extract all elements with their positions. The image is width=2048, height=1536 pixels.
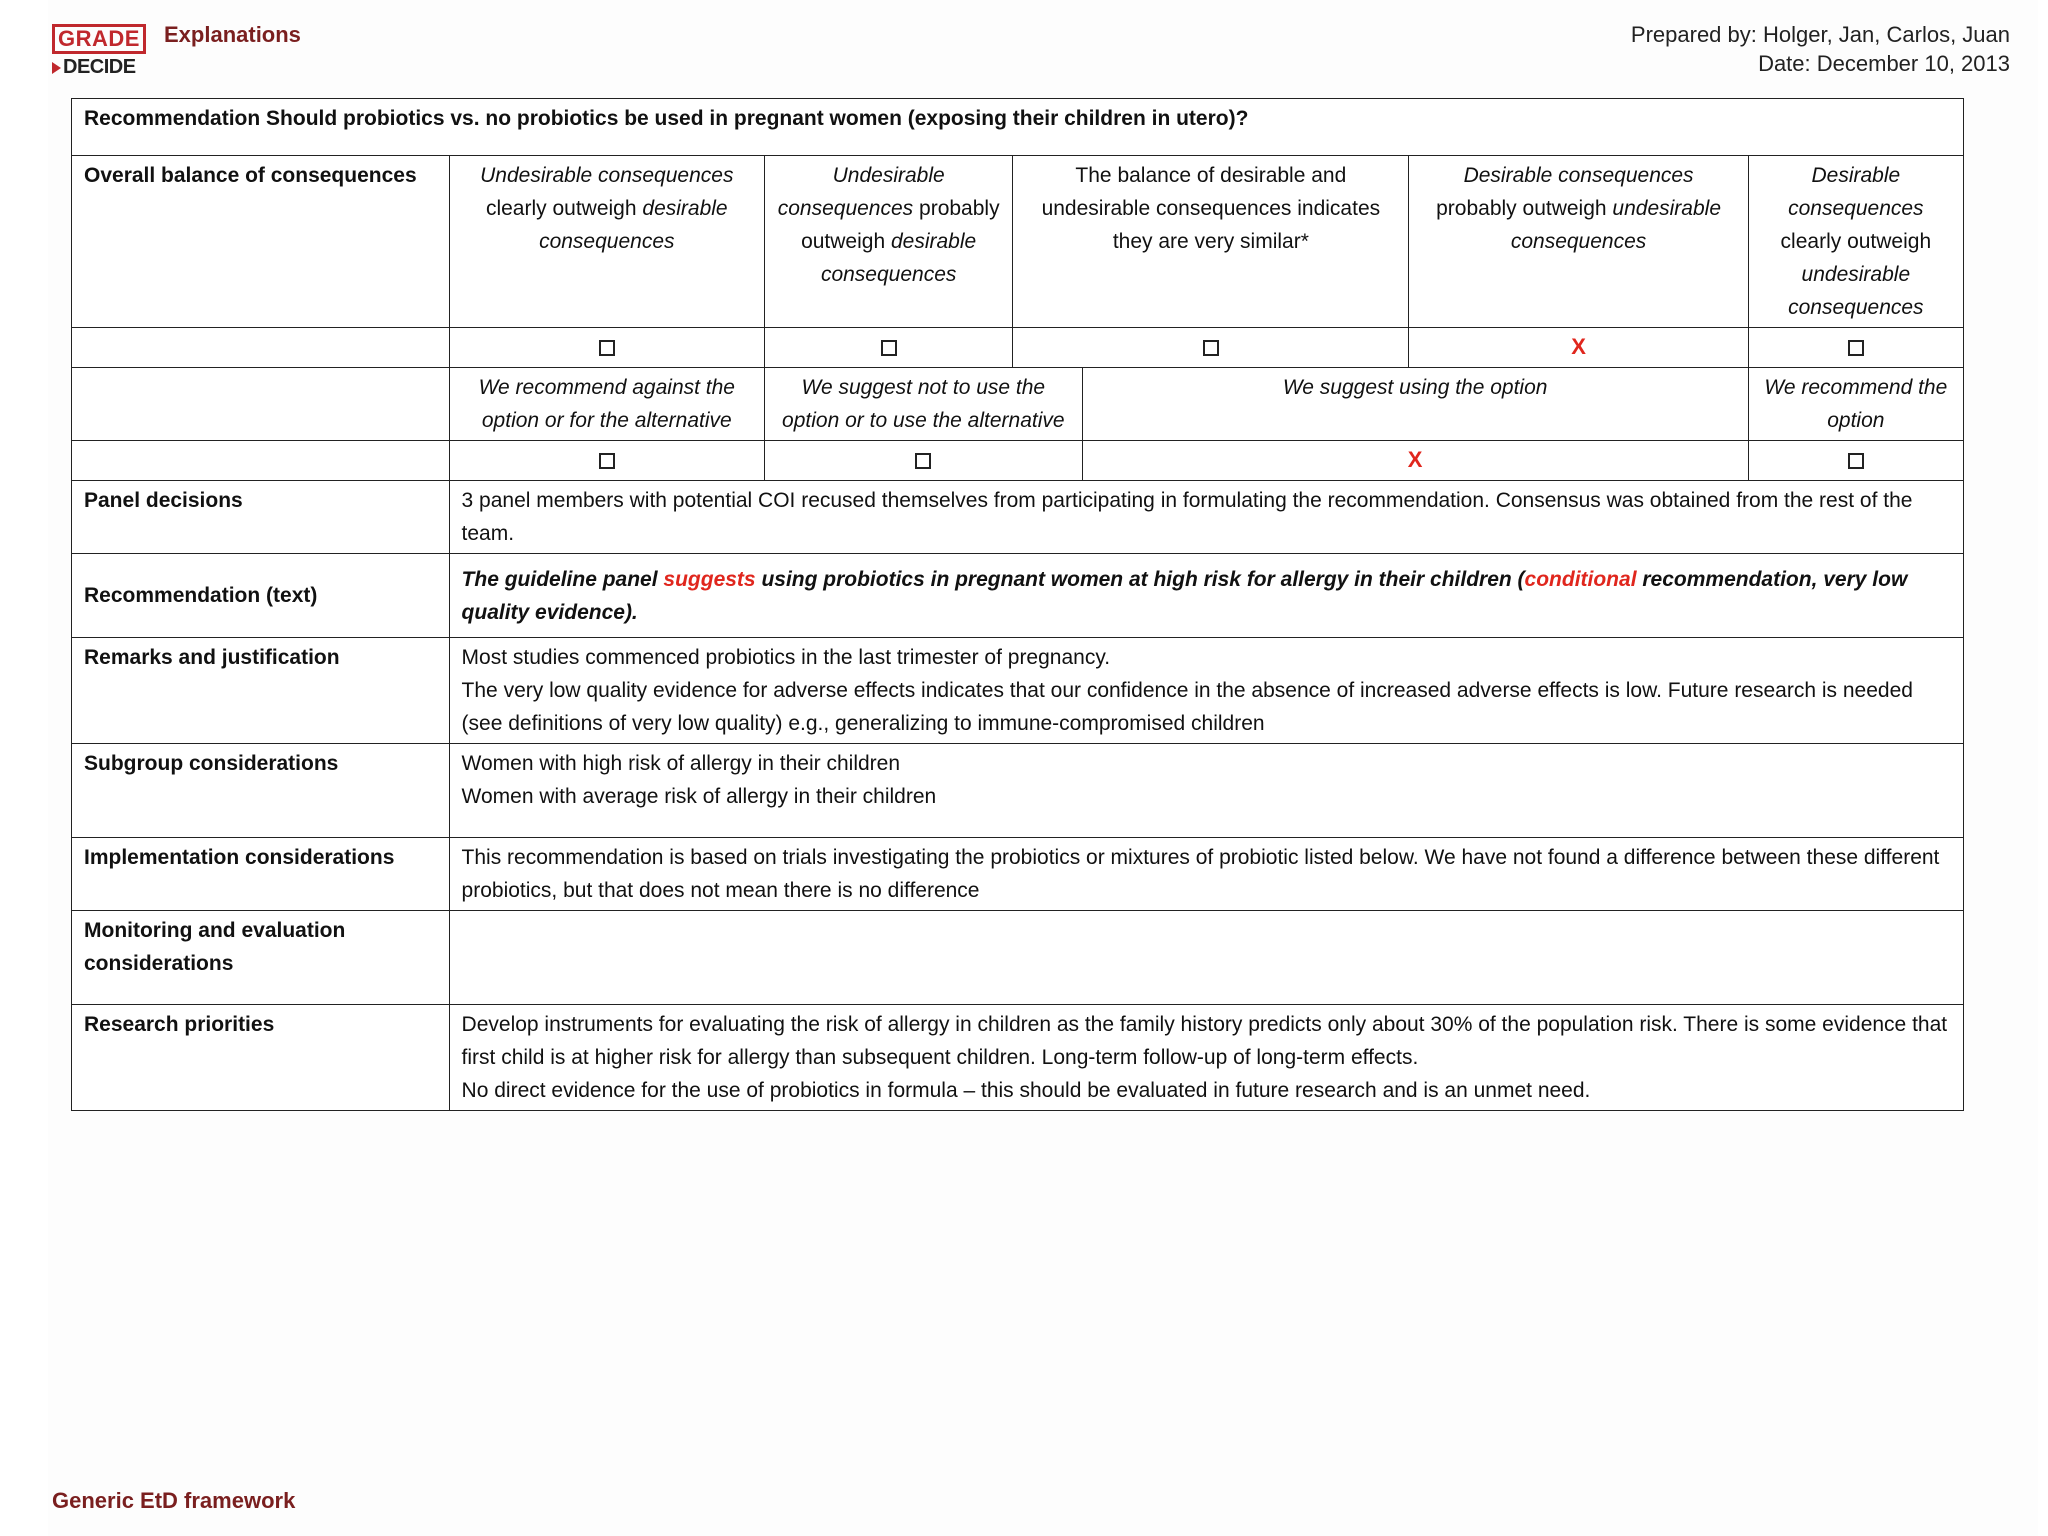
logo-decide bbox=[52, 56, 136, 79]
recommendation-question: Recommendation Should probiotics vs. no probiotics be used in pregnant women (exposing their children in utero)? bbox=[72, 99, 1964, 156]
footer-label: Generic EtD framework bbox=[52, 1488, 296, 1513]
implementation-row bbox=[72, 838, 1964, 911]
grade-decide-logo bbox=[52, 24, 140, 86]
balance-option-2-b: probably outweigh bbox=[801, 197, 1000, 253]
remarks-label: Remarks and justification bbox=[72, 638, 450, 744]
research-line-1: Develop instruments for evaluating the risk of allergy in children as the family history predicts only about 30% of the population risk. There is some evidence that first child is at higher risk for allergy than subsequent children. Long-term follow-up of long-term effects. bbox=[461, 1013, 1948, 1069]
checkbox-icon bbox=[1848, 453, 1864, 469]
subgroup-label: Subgroup considerations bbox=[72, 744, 450, 838]
recommendation-question-row bbox=[72, 99, 1964, 156]
monitoring-row bbox=[72, 911, 1964, 1005]
balance-option-1-d: consequences bbox=[539, 230, 675, 253]
logo-grade-text: GRADE bbox=[52, 24, 146, 54]
subgroup-line-2: Women with average risk of allergy in their children bbox=[461, 785, 937, 808]
type-option-4: We recommend the option bbox=[1748, 368, 1963, 441]
checkbox-icon bbox=[1203, 340, 1219, 356]
empty-cell bbox=[72, 368, 450, 441]
implementation-label: Implementation considerations bbox=[72, 838, 450, 911]
research-text bbox=[449, 1005, 1963, 1111]
type-option-2: We suggest not to use the option or to use the alternative bbox=[765, 368, 1083, 441]
balance-checkbox-3[interactable] bbox=[1013, 328, 1409, 368]
balance-option-1 bbox=[449, 156, 764, 328]
balance-label: Overall balance of consequences bbox=[72, 156, 450, 328]
recommendation-type-word: conditional bbox=[1524, 567, 1637, 591]
balance-option-4-a: Desirable consequences bbox=[1463, 164, 1694, 187]
balance-option-2-d: consequences bbox=[820, 263, 957, 286]
balance-row bbox=[72, 156, 1964, 328]
type-checkbox-row bbox=[72, 441, 1964, 481]
monitoring-label: Monitoring and evaluation considerations bbox=[72, 911, 450, 1005]
type-option-3: We suggest using the option bbox=[1082, 368, 1748, 441]
balance-option-1-c: desirable bbox=[642, 197, 728, 220]
balance-option-5 bbox=[1748, 156, 1963, 328]
balance-checkbox-row bbox=[72, 328, 1964, 368]
recommendation-text-part5: recommendation, very low quality evidence). bbox=[461, 567, 1908, 624]
checkbox-icon bbox=[915, 453, 931, 469]
research-row bbox=[72, 1005, 1964, 1111]
checkbox-icon bbox=[881, 340, 897, 356]
subgroup-text bbox=[449, 744, 1963, 838]
subgroup-row bbox=[72, 744, 1964, 838]
balance-option-5-d: consequences bbox=[1788, 296, 1924, 319]
recommendation-text-part3: using probiotics in pregnant women at high risk for allergy in their children ( bbox=[755, 567, 1525, 591]
empty-cell bbox=[72, 441, 450, 481]
selected-x-mark: X bbox=[1407, 447, 1423, 472]
monitoring-text bbox=[449, 911, 1963, 1005]
panel-decisions-label: Panel decisions bbox=[72, 481, 450, 554]
recommendation-strength-word: suggests bbox=[663, 567, 756, 591]
empty-cell bbox=[72, 328, 450, 368]
balance-option-1-a: Undesirable consequences bbox=[480, 164, 734, 187]
type-checkbox-4[interactable] bbox=[1748, 441, 1963, 481]
recommendation-text-part1: The guideline panel bbox=[461, 567, 664, 591]
balance-option-2-c: desirable bbox=[890, 230, 977, 253]
subgroup-line-1: Women with high risk of allergy in their children bbox=[461, 752, 901, 775]
balance-option-4 bbox=[1409, 156, 1748, 328]
implementation-text: This recommendation is based on trials investigating the probiotics or mixtures of probiotic listed below. We have not found a difference between these different probiotics, but that does not mean there is no difference bbox=[449, 838, 1963, 911]
balance-checkbox-1[interactable] bbox=[449, 328, 764, 368]
logo-arrow-icon bbox=[52, 62, 61, 74]
research-line-2: No direct evidence for the use of probiotics in formula – this should be evaluated in future research and is an unmet need. bbox=[461, 1079, 1591, 1102]
checkbox-icon bbox=[599, 340, 615, 356]
research-label: Research priorities bbox=[72, 1005, 450, 1111]
type-checkbox-3[interactable] bbox=[1082, 441, 1748, 481]
remarks-line-2: The very low quality evidence for adverse effects indicates that our confidence in the absence of increased adverse effects is low. Future research is needed (see definitions of very low quality) e.g., generalizing to immune-compromised children bbox=[461, 679, 1913, 735]
page-title: Explanations bbox=[164, 22, 301, 47]
balance-option-4-c: undesirable bbox=[1612, 197, 1722, 220]
type-row bbox=[72, 368, 1964, 441]
recommendation-text-row bbox=[72, 554, 1964, 638]
prepared-info bbox=[1631, 20, 2010, 78]
balance-option-2 bbox=[765, 156, 1013, 328]
recommendation-text bbox=[449, 554, 1963, 638]
type-option-1: We recommend against the option or for the alternative bbox=[449, 368, 764, 441]
balance-option-5-a: Desirable consequences bbox=[1788, 164, 1924, 220]
balance-option-5-c: undesirable bbox=[1801, 263, 1911, 286]
recommendation-text-label: Recommendation (text) bbox=[72, 554, 450, 638]
balance-checkbox-5[interactable] bbox=[1748, 328, 1963, 368]
prepared-date: Date: December 10, 2013 bbox=[1758, 51, 2010, 76]
prepared-by: Prepared by: Holger, Jan, Carlos, Juan bbox=[1630, 22, 2010, 47]
type-checkbox-2[interactable] bbox=[765, 441, 1083, 481]
balance-option-4-d: consequences bbox=[1510, 230, 1647, 253]
checkbox-icon bbox=[1848, 340, 1864, 356]
balance-option-5-b: clearly outweigh bbox=[1780, 230, 1932, 253]
balance-checkbox-4[interactable] bbox=[1409, 328, 1748, 368]
logo-decide-text: DECIDE bbox=[63, 56, 136, 78]
balance-option-2-a: Undesirable consequences bbox=[777, 164, 945, 220]
panel-decisions-text: 3 panel members with potential COI recused themselves from participating in formulating the recommendation. Consensus was obtained from the rest of the team. bbox=[449, 481, 1963, 554]
balance-checkbox-2[interactable] bbox=[765, 328, 1013, 368]
remarks-row bbox=[72, 638, 1964, 744]
remarks-line-1: Most studies commenced probiotics in the last trimester of pregnancy. bbox=[461, 646, 1111, 669]
type-checkbox-1[interactable] bbox=[449, 441, 764, 481]
balance-option-4-b: probably outweigh bbox=[1436, 197, 1607, 220]
etd-table bbox=[71, 98, 1964, 1111]
checkbox-icon bbox=[599, 453, 615, 469]
selected-x-mark: X bbox=[1571, 334, 1586, 359]
balance-option-1-b: clearly outweigh bbox=[485, 197, 637, 220]
balance-option-3: The balance of desirable and undesirable consequences indicates they are very similar* bbox=[1013, 156, 1409, 328]
panel-decisions-row bbox=[72, 481, 1964, 554]
remarks-text bbox=[449, 638, 1963, 744]
